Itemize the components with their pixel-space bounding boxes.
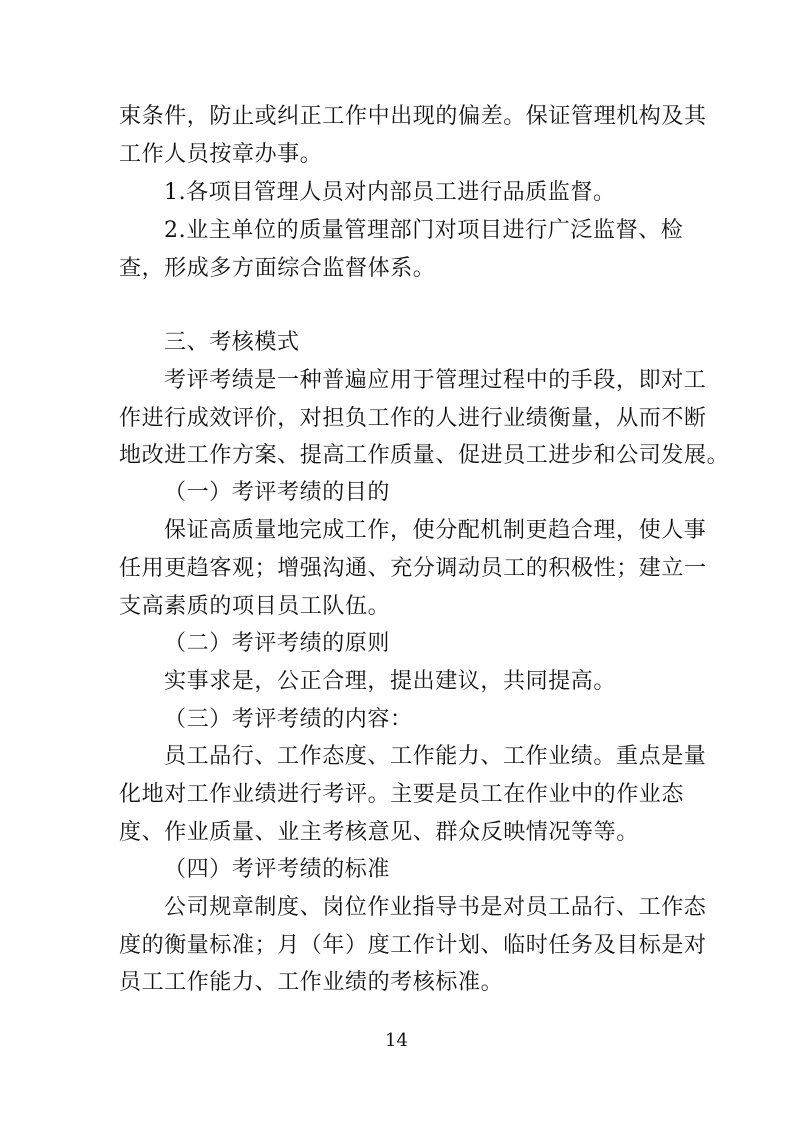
body-text-line: 束条件，防止或纠正工作中出现的偏差。保证管理机构及其	[119, 104, 707, 129]
list-item-2: 2.业主单位的质量管理部门对项目进行广泛监督、检	[164, 218, 684, 243]
subsection-heading: （三）考评考绩的内容：	[164, 707, 413, 732]
list-item-1: 1.各项目管理人员对内部员工进行品质监督。	[164, 180, 616, 205]
body-text-line: 员工品行、工作态度、工作能力、工作业绩。重点是量	[164, 744, 707, 769]
body-text-line: 实事求是，公正合理，提出建议，共同提高。	[164, 669, 617, 694]
body-text-line: 公司规章制度、岗位作业指导书是对员工品行、工作态	[164, 895, 707, 920]
body-text-line: 度的衡量标准；月（年）度工作计划、临时任务及目标是对	[119, 933, 707, 958]
subsection-heading: （一）考评考绩的目的	[164, 480, 391, 505]
body-text-line: 查，形成多方面综合监督体系。	[119, 256, 436, 281]
subsection-heading: （二）考评考绩的原则	[164, 631, 391, 656]
body-text-line: 作进行成效评价，对担负工作的人进行业绩衡量，从而不断	[119, 406, 707, 431]
page-number: 14	[385, 1030, 408, 1051]
section-heading: 三、考核模式	[164, 330, 300, 355]
body-text-line: 考评考绩是一种普遍应用于管理过程中的手段，即对工	[164, 368, 707, 393]
subsection-heading: （四）考评考绩的标准	[164, 857, 391, 882]
body-text-line: 工作人员按章办事。	[119, 142, 323, 167]
body-text-line: 任用更趋客观；增强沟通、充分调动员工的积极性；建立一	[119, 556, 707, 581]
body-text-line: 员工工作能力、工作业绩的考核标准。	[119, 970, 504, 995]
body-text-line: 度、作业质量、业主考核意见、群众反映情况等等。	[119, 820, 639, 845]
body-text-line: 化地对工作业绩进行考评。主要是员工在作业中的作业态	[119, 782, 685, 807]
body-text-line: 支高素质的项目员工队伍。	[119, 594, 391, 619]
body-text-line: 地改进工作方案、提高工作质量、促进员工进步和公司发展。	[119, 443, 730, 468]
body-text-line: 保证高质量地完成工作，使分配机制更趋合理，使人事	[164, 518, 707, 543]
